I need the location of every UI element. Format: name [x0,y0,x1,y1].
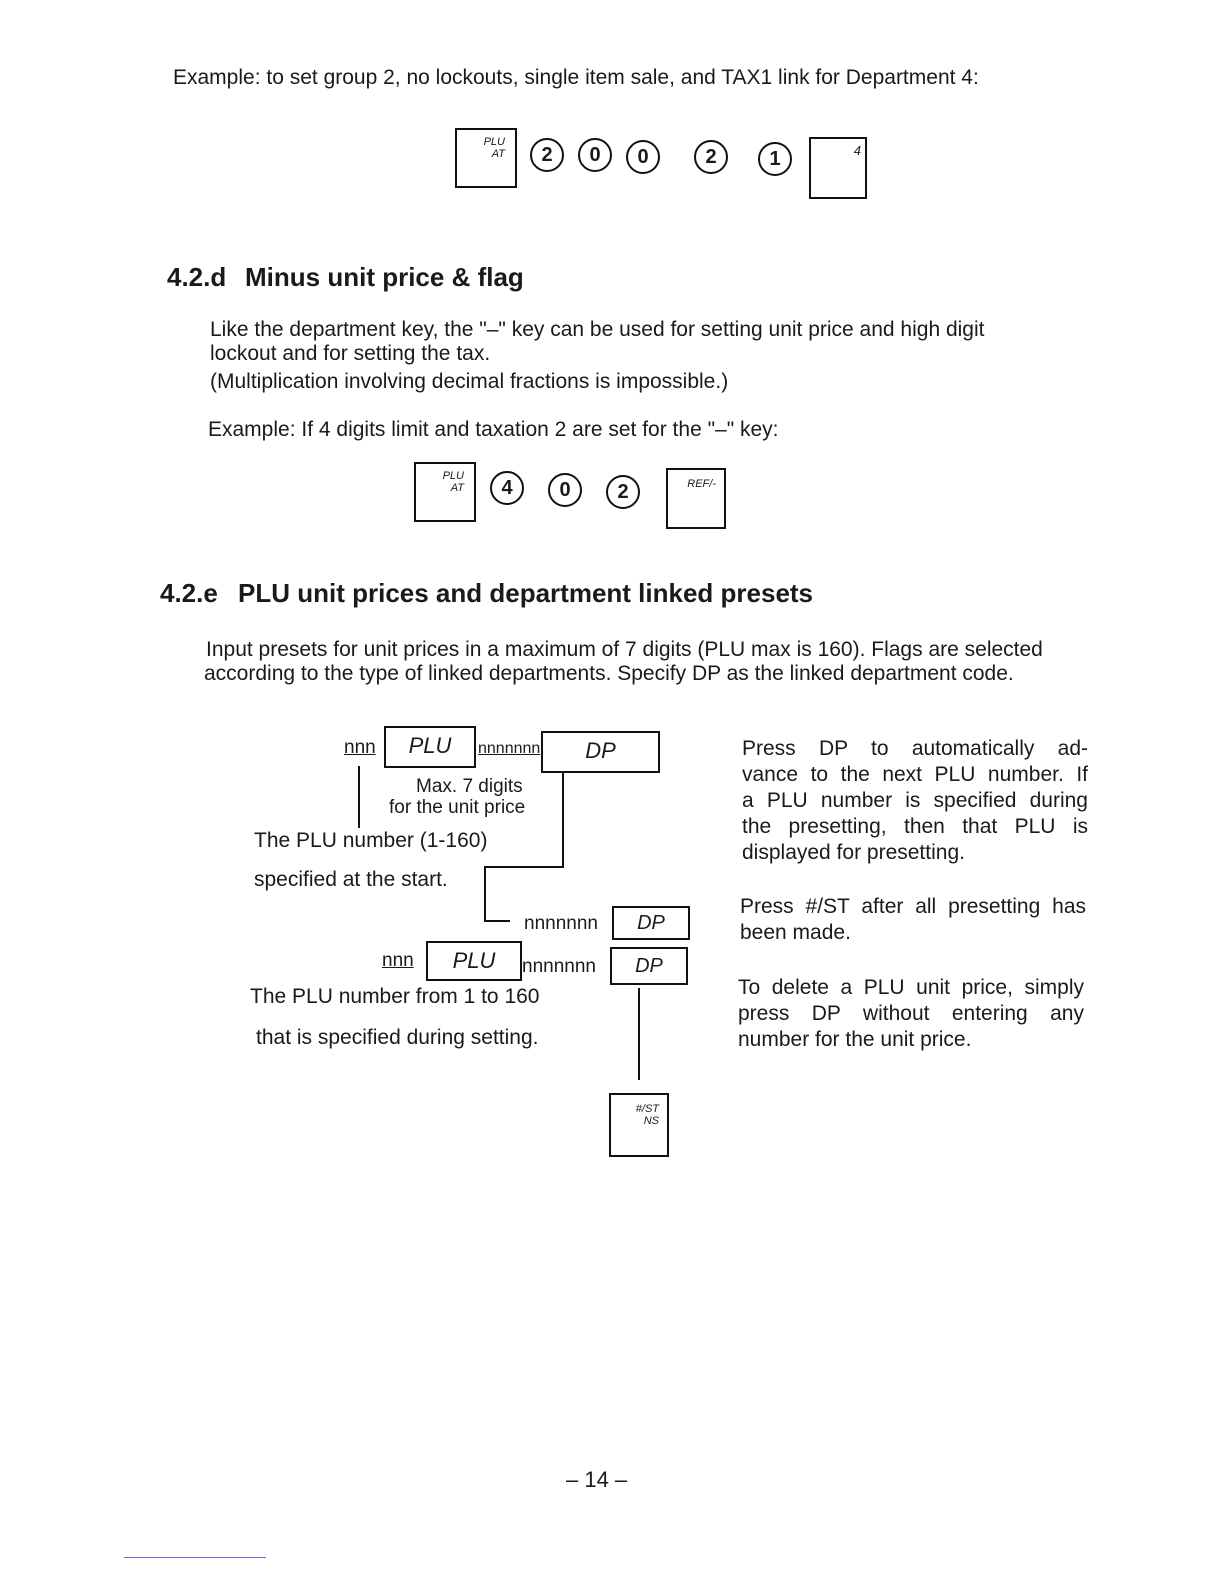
plu-at-key-label: PLU AT [483,136,505,160]
note-line: the presetting, then that PLU is [742,815,1088,838]
digit-key: 0 [578,138,612,172]
max-digits-label: Max. 7 digits [416,776,523,797]
note-line: Press DP to automatically ad- [742,737,1088,760]
st-ns-key-label: #/ST NS [635,1103,659,1127]
note-line: been made. [740,921,851,944]
connector-line [358,766,360,828]
note-line: number for the unit price. [738,1028,972,1051]
intro-text: Example: to set group 2, no lockouts, single item sale, and TAX1 link for Department 4: [173,66,979,89]
ref-minus-key-label: REF/- [687,478,716,490]
ref-minus-key [666,468,726,529]
digit-key: 4 [490,471,524,505]
note-auto-advance [742,736,1088,866]
price-placeholder: nnnnnnn [524,913,598,934]
section-d-title: Minus unit price & flag [245,262,524,292]
plu-number-range-label: The PLU number from 1 to 160 [250,985,540,1008]
digit-key: 2 [694,140,728,174]
connector-line [562,772,564,868]
plu-at-key-label: PLU AT [442,470,464,494]
plu-code-placeholder: nnn [344,737,376,758]
plu-at-key [455,128,517,188]
section-d-para2: (Multiplication involving decimal fractions is impossible.) [210,370,729,393]
note-line: vance to the next PLU number. If [742,763,1088,786]
footer-rule [124,1557,266,1558]
department-key-label: 4 [853,143,861,158]
department-key [809,137,867,199]
plu-number-during-label: that is specified during setting. [256,1026,539,1049]
note-delete [738,975,1084,1053]
note-line: a PLU number is specified during [742,789,1088,812]
dp-display: DP [541,731,660,773]
connector-line [484,866,486,922]
section-e-title: PLU unit prices and department linked presets [238,578,814,608]
note-finish [740,894,1086,946]
digit-key: 2 [606,475,640,509]
plu-code-placeholder: nnn [382,950,414,971]
connector-line [484,866,564,868]
section-e-heading [160,578,813,609]
unit-price-label: for the unit price [389,797,526,818]
price-placeholder: nnnnnnn [478,740,541,757]
section-d-para1-line1: Like the department key, the "–" key can be used for setting unit price and high digit [210,318,985,341]
dp-display: DP [610,947,688,985]
price-placeholder: nnnnnnn [522,956,596,977]
plu-number-start-label: specified at the start. [254,868,448,891]
plu-display: PLU [426,941,522,981]
st-ns-key [609,1093,669,1157]
digit-key: 1 [758,142,792,176]
digit-key: 0 [626,140,660,174]
page-number: – 14 – [566,1467,628,1492]
digit-key: 2 [530,138,564,172]
section-d-para1-line2: lockout and for setting the tax. [210,342,491,365]
connector-line [484,920,510,922]
note-line: displayed for presetting. [742,841,965,864]
note-line: Press #/ST after all presetting has [740,895,1086,918]
dp-display: DP [612,906,690,940]
connector-line [638,988,640,1080]
plu-number-label: The PLU number (1-160) [254,829,488,852]
plu-at-key [414,462,476,522]
section-e-para-line2: according to the type of linked departments. Specify DP as the linked department code. [204,662,1014,685]
section-d-heading [167,262,524,293]
digit-key: 0 [548,473,582,507]
section-d-example: Example: If 4 digits limit and taxation 2 are set for the "–" key: [208,418,779,441]
section-d-number: 4.2.d [167,262,227,292]
plu-display: PLU [384,726,476,768]
section-e-number: 4.2.e [160,578,218,608]
section-e-para-line1: Input presets for unit prices in a maximum of 7 digits (PLU max is 160). Flags are selected [206,638,1043,661]
note-line: To delete a PLU unit price, simply [738,976,1084,999]
note-line: press DP without entering any [738,1002,1084,1025]
